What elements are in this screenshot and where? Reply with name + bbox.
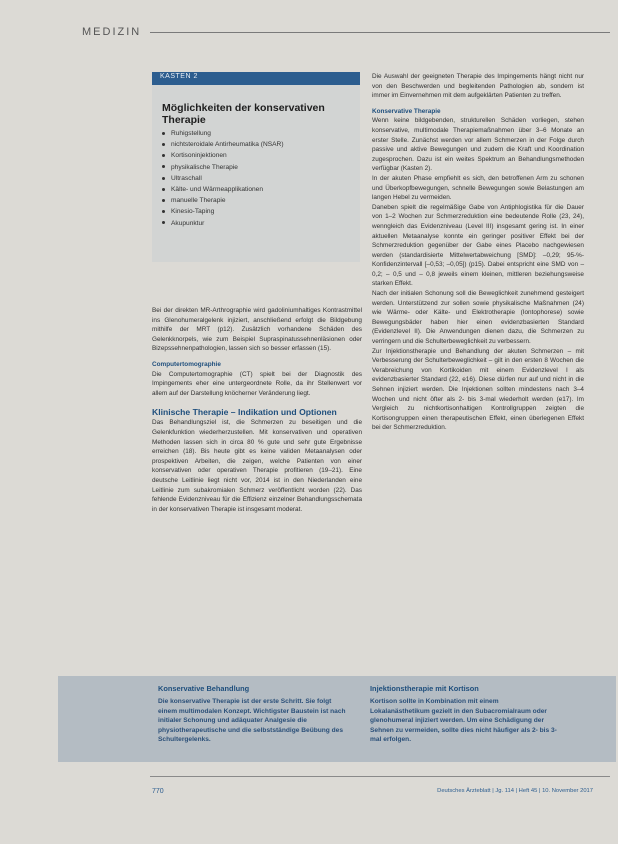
page-number: 770 [152,788,164,795]
bullet-icon [162,132,165,135]
list-item: nichtsteroidale Antirheumatika (NSAR) [162,139,352,150]
bullet-icon [162,154,165,157]
section-label: MEDIZIN [82,26,142,38]
list-item: Ultraschall [162,173,352,184]
subheading: Computertomographie [152,360,221,368]
paragraph: Die Auswahl der geeigneten Therapie des Impingements hängt nicht nur von den Beschwerden und begleitenden Pathologien ab, sondern ist immer im Einvernehmen mit dem aufgeklärten Patienten zu treffen. [372,73,584,100]
list-item: Kinesio-Taping [162,206,352,217]
summary-box [58,676,616,762]
header-rule [150,32,610,33]
bullet-icon [162,210,165,213]
info-box-list [162,128,352,229]
paragraph: In der akuten Phase empfiehlt es sich, den betroffenen Arm zu schonen und Überkopfbewegungen, schnelle Bewegungen sowie Belastungen am langen Hebel zu vermeiden. [372,174,584,202]
bullet-icon [162,199,165,202]
footer-rule [150,776,610,777]
left-column [152,306,362,514]
list-item: Akupunktur [162,218,352,229]
paragraph: Daneben spielt die regelmäßige Gabe von Antiphlogistika für die Dauer von 1–2 Wochen zur Schmerzreduktion eine bedeutende Rolle (23, 24), wenngleich das Evidenzniveau (Level III) insgesamt gering ist. In einer aktuellen Metaanalyse konnte ein geringer positiver Effekt bei der Schmerzreduktion gegenüber der Gabe eines Placebo nachgewiesen werden (standardisierte Mittelwertabweichung [SMD]: –0,29; 95-%-Konfidenzintervall [–0,53; –0,05]) (p15). Dabei entspricht eine SMD von – 0,2; – 0,5 und – 0,8 jeweils einem kleinen, mittleren beziehungsweise starken Effekt. [372,203,584,288]
paragraph: Bei der direkten MR-Arthrographie wird gadoliniumhaltiges Kontrastmittel ins Glenohumeralgelenk injiziert, anschließend erfolgt die Bildgebung mithilfe der MRT (p12). Zusätzlich vorhandene Schäden des Gelenkknorpels, wie zum Beispiel Supraspinatussehnenläsionen oder Bizepssehnenpathologien, lassen sich so besser erfassen (15). [152,307,362,353]
paragraph: Wenn keine bildgebenden, strukturellen Schäden vorliegen, stehen konservative, multimodale Therapiemaßnahmen über 3–6 Monate an erster Stelle. Zunächst werden vor allem Schmerzen in der Folge durch passive und aktive Bewegungen und zudem die Kraft und Koordination zugesprochen. Dazu ist ein weites Spektrum an Behandlungsmethoden verfügbar (Kasten 2). [372,117,584,173]
list-item: physikalische Therapie [162,162,352,173]
bullet-icon [162,165,165,168]
list-item: Ruhigstellung [162,128,352,139]
bullet-icon [162,143,165,146]
info-box-title: Möglichkeiten der konservativen Therapie [162,102,325,126]
bullet-icon [162,221,165,224]
paragraph: Das Behandlungsziel ist, die Schmerzen zu beseitigen und die Gelenkfunktion wiederherzustellen. Mit konservativen und operativen Methoden lassen sich in circa 80 % gute und sehr gute Ergebnisse erreichen (18). Bis heute gibt es keine validen Metaanalysen oder prospektiven Arbeiten, die zeigen, welche Patienten von einer konservativen oder operativen Therapie profitieren (19–21). Eine deutsche Leitlinie liegt nicht vor, 2014 ist in den Niederlanden eine Leitlinie zum subakromialen Schmerz veröffentlicht worden (22). Das fehlende Evidenzniveau für die Effizienz einzelner Behandlungsschemata in der konservativen Therapie ist insgesamt moderat. [152,419,362,513]
publication-info: Deutsches Ärzteblatt | Jg. 114 | Heft 45 | 10. November 2017 [437,788,593,794]
bullet-icon [162,177,165,180]
info-box [152,72,360,262]
subheading: Konservative Therapie [372,107,441,115]
list-item: manuelle Therapie [162,195,352,206]
summary-text: Die konservative Therapie ist der erste Schritt. Sie folgt einem multimodalen Konzept. Wichtigster Baustein ist nach initialer Schonung und adäquater Analgesie die physiotherapeutische und die selbstständige Beübung des Schultergelenks. [158,698,346,744]
summary-heading: Konservative Behandlung [158,684,250,693]
paragraph: Nach der initialen Schonung soll die Beweglichkeit zunehmend gesteigert werden. Unterstützend zur sollen sowie physikalische Maßnahmen (24) wie Wärme- oder Kälte- und Elektrotherapie (Iontophorese) sowie Bewegungsbäder haben hier einen evidenzbasierten Standard (Evidenzlevel II). Die Anwendungen dienen dazu, die Schmerzen zu verringern und die Schulterbeweglichkeit zu verbessern. [372,290,584,346]
paragraph: Die Computertomographie (CT) spielt bei der Diagnostik des Impingements eher eine untergeordnete Rolle, da ihr Stellenwert vor allem auf der Darstellung knöcherner Veränderung liegt. [152,370,362,397]
paragraph: Zur Injektionstherapie und Behandlung der akuten Schmerzen – mit Verbesserung der Schulterbeweglichkeit – gilt in den ersten 8 Wochen die Verabreichung von Kortikoiden mit einem Evidenzlevel I als evidenzbasierter Standard (22, e16). Diese dürfen nur auf und nicht in die Sehnen injiziert werden. Die Injektionen sollten mindestens nach 3–4 Wochen und nicht öfter als 2- bis 3-mal wiederholt werden (e17). Im Vergleich zu nichtkortisonhaltigen Kontrollgruppen zeigten die Kortisongruppen einen therapeutischen Effekt, einen überlegenen Effekt bei der Schmerzreduktion. [372,347,584,432]
summary-right [370,684,560,745]
summary-heading: Injektionstherapie mit Kortison [370,684,479,693]
summary-left [158,684,348,745]
summary-text: Kortison sollte in Kombination mit einem Lokalanästhetikum gezielt in den Subacromialraum oder glenohumeral injiziert werden. Um eine Schädigung der Sehnen zu vermeiden, sollte dies nicht häufiger als 2- bis 3-mal erfolgen. [370,698,557,744]
info-box-label: KASTEN 2 [160,73,198,80]
info-box-header [152,72,360,85]
right-column [372,72,584,433]
section-heading: Klinische Therapie – Indikation und Optionen [152,407,337,418]
bullet-icon [162,188,165,191]
list-item: Kortisoninjektionen [162,150,352,161]
list-item: Kälte- und Wärmeapplikationen [162,184,352,195]
